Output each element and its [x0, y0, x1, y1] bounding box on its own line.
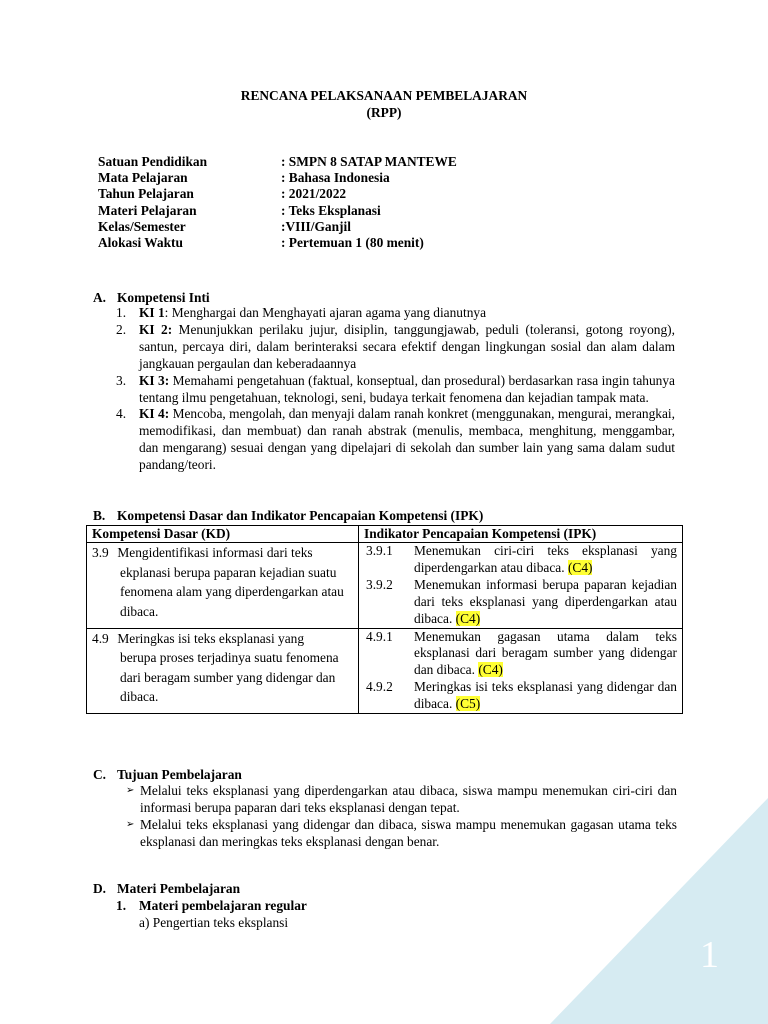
- item-key: KI 3:: [139, 372, 170, 388]
- kd-number: 3.9: [92, 545, 109, 560]
- identity-label: Tahun Pelajaran: [98, 186, 194, 202]
- table-header-row: [87, 526, 683, 543]
- identity-value: : Pertemuan 1 (80 menit): [281, 234, 424, 250]
- ipk-text: Menemukan ciri-ciri teks eksplanasi yang diperdengarkan atau dibaca.: [414, 543, 677, 575]
- section-title: Tujuan Pembelajaran: [117, 767, 242, 782]
- item-number: 1.: [116, 898, 127, 913]
- item-number: 2.: [116, 321, 127, 337]
- identity-label: Alokasi Waktu: [98, 234, 183, 250]
- ipk-text: Meringkas isi teks eksplanasi yang didengar dan dibaca.: [414, 679, 677, 712]
- identity-value: : Teks Eksplanasi: [281, 202, 381, 218]
- ipk-item: [364, 629, 677, 680]
- identity-label: Kelas/Semester: [98, 218, 186, 234]
- section-letter: B.: [93, 508, 106, 523]
- kd-cell: [87, 543, 359, 629]
- column-header-ipk: Indikator Pencapaian Kompetensi (IPK): [359, 526, 683, 543]
- item-text: Menunjukkan perilaku jujur, disiplin, tanggungjawab, peduli (toleransi, gotong royong), santun, percaya diri, dalam berinteraksi secara efektif dengan lingkungan sosial dan alam dalam jangkauan pergaulan dan keberadaannya: [139, 321, 675, 371]
- arrow-bullet-icon: ➢: [126, 818, 135, 830]
- item-number: 1.: [116, 305, 127, 320]
- kd-text-first: Meringkas isi teks eksplanasi yang: [117, 630, 305, 646]
- item-key: KI 4:: [139, 406, 170, 422]
- ipk-code: 3.9.1: [366, 543, 393, 558]
- section-title: Materi Pembelajaran: [117, 881, 241, 896]
- identity-value: : 2021/2022: [281, 186, 347, 202]
- ipk-code: 4.9.1: [366, 628, 393, 644]
- kompetensi-inti-list: [116, 305, 675, 474]
- document-subtitle: (RPP): [366, 105, 402, 120]
- list-item: [116, 373, 675, 407]
- section-c-heading: [93, 767, 242, 783]
- page-number: 1: [700, 934, 719, 976]
- kd-cell: [87, 628, 359, 714]
- section-letter: A.: [93, 290, 107, 305]
- arrow-bullet-icon: ➢: [126, 785, 135, 796]
- list-item: [122, 817, 677, 851]
- cognitive-level-badge: (C4): [478, 662, 503, 678]
- kd-text-first: Mengidentifikasi informasi dari teks: [117, 545, 313, 560]
- item-key: KI 1: [139, 305, 165, 320]
- cognitive-level-badge: (C5): [455, 696, 481, 712]
- kd-ipk-table: [86, 525, 683, 714]
- ipk-item: [364, 543, 677, 577]
- item-text: Memahami pengetahuan (faktual, konseptual, dan prosedural) berdasarkan rasa ingin tahunya tentang ilmu pengetahuan, teknologi, seni, budaya terkait fenomena dan kejadian tampak mata.: [139, 372, 675, 405]
- section-d-heading: [93, 881, 240, 897]
- item-text: Melalui teks eksplanasi yang diperdengarkan atau dibaca, siswa mampu menemukan ciri-ciri dan informasi berupa paparan dari teks eksplanasi dengan tepat.: [140, 783, 677, 815]
- identity-value: :VIII/Ganjil: [281, 218, 351, 234]
- identity-label: Materi Pelajaran: [98, 202, 197, 218]
- ipk-text: Menemukan informasi berupa paparan kejadian dari teks eksplanasi yang diperdengarkan atau dibaca.: [414, 576, 677, 626]
- section-letter: C.: [93, 767, 107, 782]
- tujuan-list: [122, 783, 677, 851]
- table-row: [87, 543, 683, 629]
- section-b-heading: [93, 508, 483, 524]
- ipk-text: Menemukan gagasan utama dalam teks eksplanasi dari beragam sumber yang didengar dan dibaca.: [414, 628, 677, 678]
- ipk-cell: [359, 628, 683, 714]
- cognitive-level-badge: (C4): [567, 559, 593, 575]
- kd-text-rest: ekplanasi berupa paparan kejadian suatu fenomena alam yang diperdengarkan atau dibaca.: [120, 564, 344, 619]
- item-key: KI 2:: [139, 321, 173, 337]
- identity-label: Mata Pelajaran: [98, 170, 188, 186]
- ipk-cell: [359, 543, 683, 629]
- section-a-heading: [93, 290, 210, 306]
- document-title: RENCANA PELAKSANAAN PEMBELAJARAN: [240, 88, 528, 103]
- materi-item: a) Pengertian teks eksplansi: [139, 915, 289, 930]
- table-row: [87, 628, 683, 714]
- section-letter: D.: [93, 881, 107, 896]
- list-item: [116, 406, 675, 474]
- list-item: [116, 305, 675, 322]
- item-text: Materi pembelajaran regular: [139, 898, 307, 913]
- identity-value: : Bahasa Indonesia: [281, 170, 390, 186]
- section-title: Kompetensi Inti: [117, 290, 210, 305]
- item-text: Melalui teks eksplanasi yang didengar dan dibaca, siswa mampu menemukan gagasan utama teks eksplanasi dan meringkas teks eksplanasi dengan benar.: [140, 816, 677, 849]
- item-number: 3.: [116, 372, 127, 388]
- materi-subheading: [116, 898, 307, 914]
- item-number: 4.: [116, 406, 127, 422]
- ipk-item: [364, 679, 677, 713]
- list-item: [116, 322, 675, 373]
- identity-label: Satuan Pendidikan: [98, 154, 208, 169]
- ipk-code: 4.9.2: [366, 679, 393, 695]
- item-text: : Menghargai dan Menghayati ajaran agama yang dianutnya: [164, 305, 487, 320]
- cognitive-level-badge: (C4): [455, 610, 481, 626]
- item-text: Mencoba, mengolah, dan menyaji dalam ranah konkret (menggunakan, mengurai, merangkai, memodifikasi, dan membuat) dan ranah abstrak (menulis, membaca, menghitung, menggambar, dan mengarang) sesuai dengan yang dipelajari di sekolah dan sumber lain yang sama dalam sudut pandang/teori.: [139, 406, 675, 473]
- section-title: Kompetensi Dasar dan Indikator Pencapaian Kompetensi (IPK): [117, 508, 484, 523]
- list-item: [122, 783, 677, 817]
- ipk-code: 3.9.2: [366, 576, 393, 592]
- column-header-kd: Kompetensi Dasar (KD): [87, 526, 359, 543]
- identity-value: : SMPN 8 SATAP MANTEWE: [281, 154, 457, 169]
- ipk-item: [364, 577, 677, 628]
- kd-text-rest: berupa proses terjadinya suatu fenomena dari beragam sumber yang didengar dan dibaca.: [120, 650, 339, 705]
- kd-number: 4.9: [92, 630, 109, 646]
